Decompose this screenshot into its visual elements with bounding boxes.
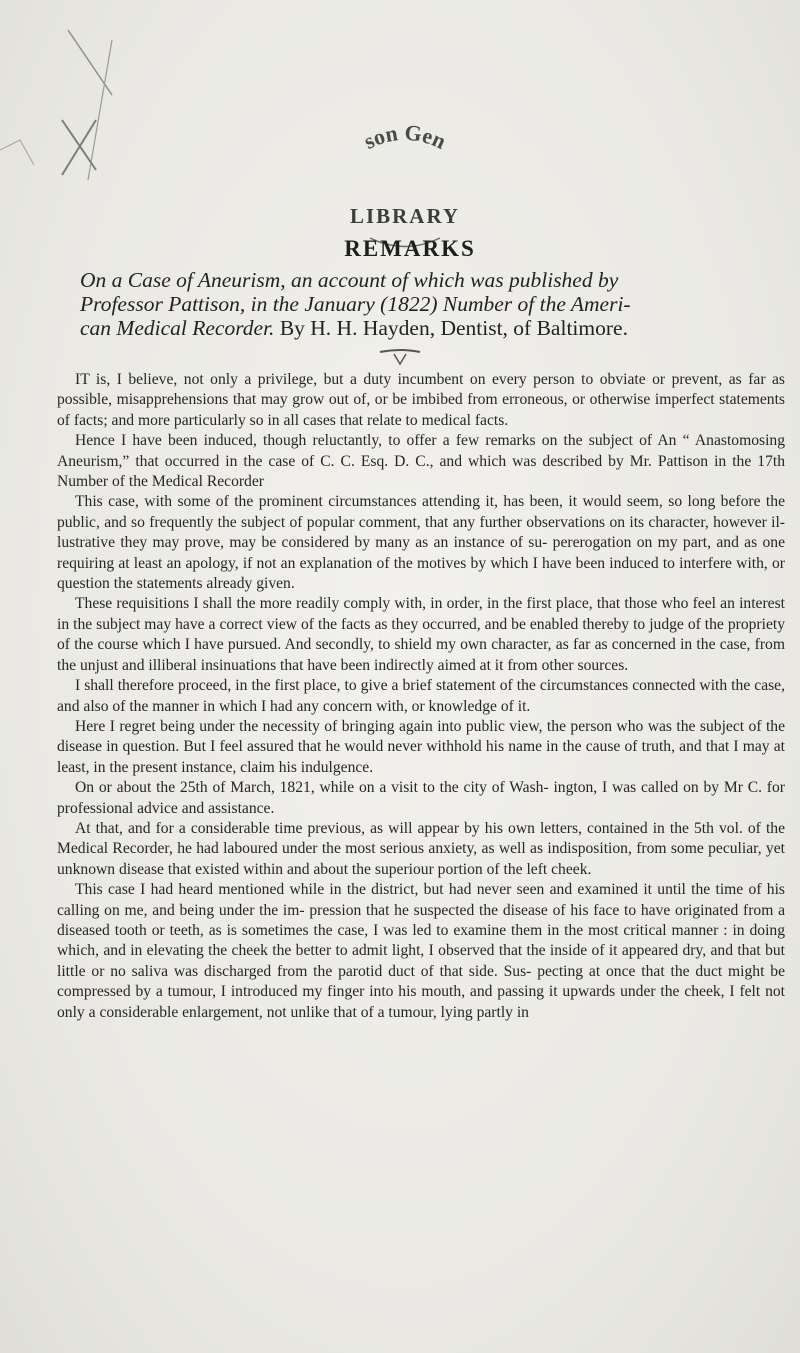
paragraph: These requisitions I shall the more readily comply with, in order, in the first place, that those who feel an interest in the subject may have a correct view of the facts as they occurred, and be enabled thereby to judge of the propriety of the course which I have pursued. And secondly, to shield my own character, as far as concerned in the case, from the unjust and illiberal insinuations that have been indirectly aimed at it from other sources. bbox=[57, 595, 785, 674]
subtitle-author: By H. H. Hayden, Dentist, of Baltimore. bbox=[274, 316, 628, 340]
subtitle-line-1: On a Case of Aneurism, an account of which was published by bbox=[80, 268, 619, 292]
paragraph: IT is, I believe, not only a privilege, but a duty incumbent on every person to obviate or prevent, as far as possible, misapprehensions that may grow out of, or be imbibed from erroneous, or otherwise imperfect statements of facts; and more particularly so in all cases that relate to medical facts. bbox=[57, 371, 785, 429]
subtitle-line-3: can Medical Recorder. bbox=[80, 316, 275, 340]
paragraph: On or about the 25th of March, 1821, while on a visit to the city of Wash- ington, I was called on by Mr C. for professional advice and assistance. bbox=[57, 779, 785, 817]
stamp-library-text: LIBRARY bbox=[349, 204, 461, 228]
ornament-divider bbox=[370, 346, 430, 366]
paragraph: Here I regret being under the necessity of bringing again into public view, the person who was the subject of the disease in question. But I feel assured that he would never withhold his name in the cause of truth, and that I may at least, in the present instance, claim his indulgence. bbox=[57, 717, 785, 776]
paragraph: I shall therefore proceed, in the first place, to give a brief statement of the circumstances connected with the case, and also of the manner in which I had any concern with, or knowledge of it. bbox=[57, 677, 785, 715]
page-heading: REMARKS bbox=[344, 236, 476, 261]
stamp-arc-text: son Gen bbox=[359, 120, 451, 154]
paragraph: At that, and for a considerable time previous, as will appear by his own letters, contained in the 5th vol. of the Medical Recorder, he had laboured under the most serious anxiety, as well as indisposition, from some peculiar, yet unknown disease that existed within and about the superiour portion of the left cheek. bbox=[57, 819, 785, 878]
paragraph: Hence I have been induced, though reluctantly, to offer a few remarks on the subject of An “ Anastomosing Aneurism,” that occurred in the case of C. C. Esq. D. C., and which was described by Mr. Pattison in the 17th Number of the Medical Recorder bbox=[57, 432, 785, 491]
article-body bbox=[57, 370, 785, 1023]
pencil-mark-decoration bbox=[0, 0, 130, 210]
paragraph: This case I had heard mentioned while in the district, but had never seen and examined it until the time of his calling on me, and being under the im- pression that he suspected the disease of his face to have originated from a diseased tooth or teeth, as is sometimes the case, I was led to examine them in the most critical manner : in doing which, and in elevating the cheek the better to admit light, I observed that the inside of it appeared dry, and that but little or no saliva was discharged from the parotid duct of that side. Sus- pecting at once that the duct might be compressed by a tumour, I introduced my finger into his mouth, and passing it upwards under the cheek, I felt not only a considerable enlargement, not unlike that of a tumour, lying partly in bbox=[57, 881, 785, 1021]
svg-text:son Gen bbox=[360, 120, 450, 154]
subtitle-line-2: Professor Pattison, in the January (1822) Number of the Ameri- bbox=[80, 292, 631, 316]
article-subtitle bbox=[58, 268, 778, 340]
paragraph: This case, with some of the prominent circumstances attending it, has been, it would seem, so long before the public, and so frequently the subject of popular comment, that any further observations on its character, however il- lustrative they may prove, may be considered by many as an instance of su- pererogation on my part, and as one requiring at least an apology, if not an explanation of the motives by which I have been induced to interfere with, or question the statements already given. bbox=[57, 493, 785, 593]
